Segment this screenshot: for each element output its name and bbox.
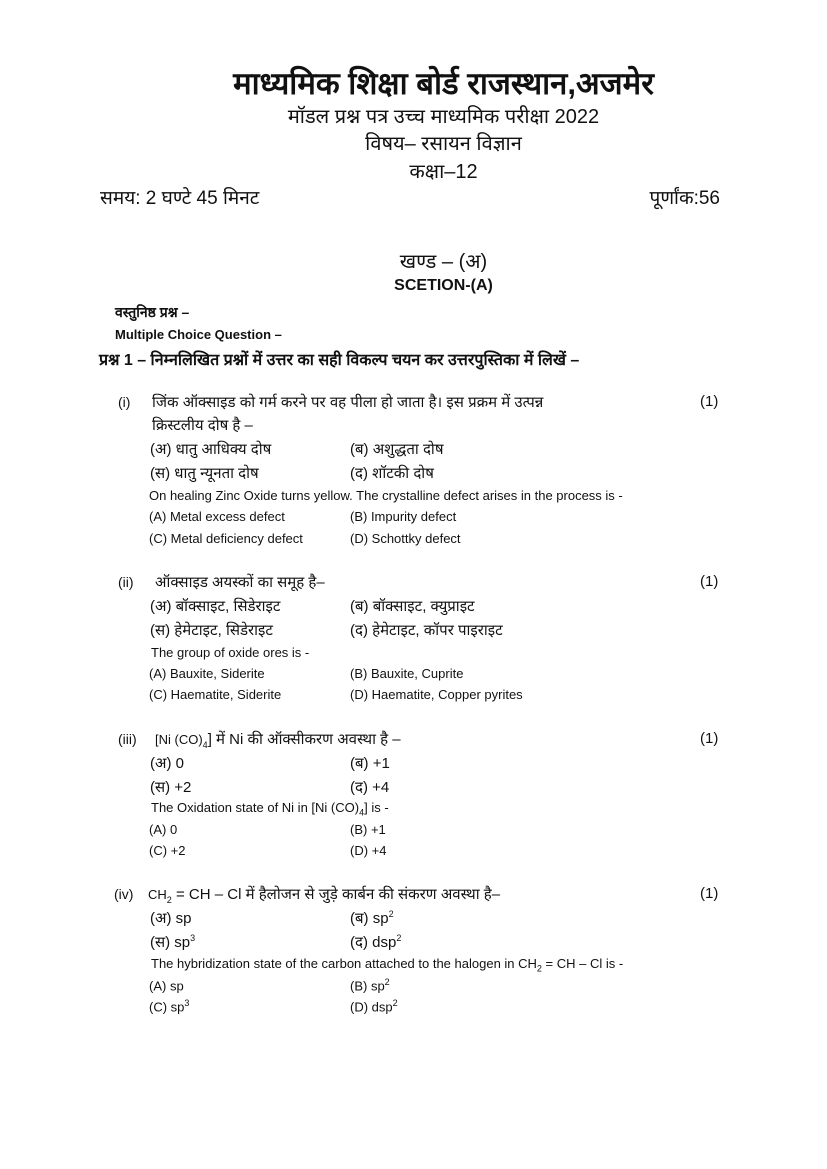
- board-title: माध्यमिक शिक्षा बोर्ड राजस्थान,अजमेर: [233, 66, 654, 101]
- option-text: (C) sp: [149, 999, 185, 1015]
- option-a-hindi: (अ) 0: [150, 755, 184, 772]
- time-allowed: समय: 2 घण्टे 45 मिनट: [100, 188, 260, 209]
- question-number: (ii): [118, 574, 134, 590]
- question-marks: (1): [700, 573, 719, 590]
- formula-text: [Ni (CO): [155, 732, 203, 747]
- option-c-hindi: [150, 932, 195, 952]
- option-b-english: [350, 977, 390, 993]
- question-marks: (1): [700, 730, 719, 747]
- option-superscript: 3: [190, 933, 196, 943]
- question-number: (iii): [118, 731, 137, 747]
- question-text-rest: = CH – Cl में हैलोजन से जुड़े कार्बन की संकरण अवस्था है–: [171, 886, 501, 903]
- section-title-hindi: खण्ड – (अ): [399, 251, 488, 273]
- question-text-english: The group of oxide ores is -: [151, 645, 310, 660]
- question-marks: (1): [700, 393, 719, 410]
- objective-heading-english: Multiple Choice Question –: [115, 327, 282, 342]
- option-d-hindi: [350, 932, 401, 952]
- option-c-english: (C) Haematite, Siderite: [149, 687, 282, 702]
- option-b-hindi: (ब) +1: [350, 755, 390, 772]
- question-text-hindi: जिंक ऑक्साइड को गर्म करने पर वह पीला हो जाता है। इस प्रक्रम में उत्पन्न: [152, 394, 544, 411]
- question-text-start: The Oxidation state of Ni in [Ni (CO): [151, 800, 360, 815]
- formula-subscript: 4: [359, 807, 365, 818]
- option-a-english: (A) 0: [149, 822, 178, 837]
- question-text-english: [151, 800, 389, 818]
- option-c-english: (C) +2: [149, 843, 186, 858]
- option-text: (D) dsp: [350, 999, 393, 1015]
- question-text-hindi: ऑक्साइड अयस्कों का समूह है–: [155, 574, 325, 591]
- objective-heading-hindi: वस्तुनिष्ठ प्रश्न –: [115, 304, 190, 320]
- question-number: (i): [118, 394, 131, 410]
- question-text-end: ] is -: [364, 800, 389, 815]
- option-c-english: [149, 998, 189, 1014]
- option-a-hindi: (अ) बॉक्साइट, सिडेराइट: [150, 598, 281, 615]
- option-text: (अ) sp: [150, 910, 192, 927]
- option-superscript: 3: [184, 998, 190, 1008]
- option-a-english: (A) Metal excess defect: [149, 509, 285, 524]
- option-superscript: 2: [384, 977, 390, 987]
- option-d-hindi: (द) शॉटकी दोष: [350, 465, 434, 482]
- formula-subscript: 2: [166, 895, 172, 905]
- option-a-english: [149, 977, 184, 993]
- option-d-hindi: (द) हेमेटाइट, कॉपर पाइराइट: [350, 622, 503, 639]
- option-b-english: (B) Bauxite, Cuprite: [350, 666, 464, 681]
- question-text-hindi-cont: क्रिस्टलीय दोष है –: [152, 417, 253, 434]
- question-text-hindi: [155, 729, 401, 750]
- question-text-english: On healing Zinc Oxide turns yellow. The crystalline defect arises in the process is -: [149, 488, 623, 503]
- question-number: (iv): [114, 886, 134, 902]
- option-text: (द) dsp: [350, 934, 397, 951]
- option-d-hindi: (द) +4: [350, 779, 390, 796]
- max-marks: पूर्णांक:56: [649, 188, 720, 209]
- option-a-hindi: [150, 908, 191, 928]
- paper-title: मॉडल प्रश्न पत्र उच्च माध्यमिक परीक्षा 2022: [287, 106, 600, 128]
- class-title: कक्षा–12: [409, 161, 478, 183]
- option-text: (स) sp: [150, 934, 191, 951]
- option-superscript: 2: [388, 909, 394, 919]
- question-text-hindi: [148, 884, 500, 905]
- option-c-hindi: (स) धातु न्यूनता दोष: [150, 465, 259, 482]
- option-d-english: (D) +4: [350, 843, 387, 858]
- option-d-english: (D) Schottky defect: [350, 531, 461, 546]
- section-title-english: SCETION-(A): [394, 277, 493, 294]
- question-text-english: [151, 956, 623, 974]
- option-c-english: (C) Metal deficiency defect: [149, 531, 303, 546]
- question-marks: (1): [700, 885, 719, 902]
- option-a-english: (A) Bauxite, Siderite: [149, 666, 265, 681]
- option-a-hindi: (अ) धातु आधिक्य दोष: [150, 441, 272, 458]
- question-text-end: = CH – Cl is -: [541, 956, 624, 971]
- option-superscript: 2: [392, 998, 398, 1008]
- option-b-english: (B) Impurity defect: [350, 509, 457, 524]
- formula-subscript: 2: [536, 963, 542, 974]
- option-b-hindi: (ब) बॉक्साइट, क्युप्राइट: [350, 598, 475, 615]
- option-d-english: (D) Haematite, Copper pyrites: [350, 687, 523, 702]
- question-1-instruction: प्रश्न 1 – निम्नलिखित प्रश्नों में उत्तर का सही विकल्प चयन कर उत्तरपुस्तिका में लिखें –: [99, 352, 580, 369]
- option-c-hindi: (स) +2: [150, 779, 192, 796]
- subject-title: विषय– रसायन विज्ञान: [365, 133, 522, 155]
- option-text: (B) sp: [350, 978, 385, 994]
- question-text-rest: ] में Ni की ऑक्सीकरण अवस्था है –: [207, 731, 401, 748]
- option-b-hindi: (ब) अशुद्धता दोष: [350, 441, 444, 458]
- option-c-hindi: (स) हेमेटाइट, सिडेराइट: [150, 622, 273, 639]
- option-b-english: (B) +1: [350, 822, 386, 837]
- option-superscript: 2: [396, 933, 402, 943]
- option-b-hindi: [350, 908, 394, 928]
- formula-text: CH: [148, 887, 167, 902]
- formula-subscript: 4: [202, 740, 208, 750]
- option-text: (A) sp: [149, 978, 184, 994]
- question-text-start: The hybridization state of the carbon attached to the halogen in CH: [151, 956, 537, 971]
- option-text: (ब) sp: [350, 910, 389, 927]
- option-d-english: [350, 998, 398, 1014]
